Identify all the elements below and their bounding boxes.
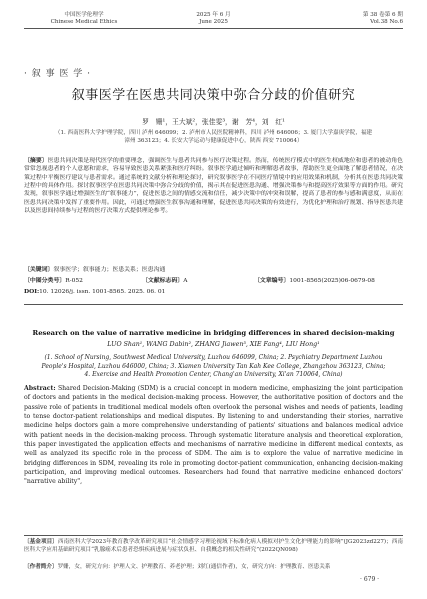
clc-value: R-052: [65, 278, 83, 284]
affiliation-line: (1. School of Nursing, Southwest Medical University, Luzhou 646099, China; 2. Psychiatry Department Luzhou: [44, 354, 383, 361]
abstract-en-text: Shared Decision-Making (SDM) is a crucial concept in modern medicine, emphasizing the joint participation of doctors and patients in the medical decision-making process. However, the authoritative position of doctors and the passive role of patients in traditional medical models often overlook the personal wishes and needs of patients, leading to tense doctor-patient relationships and medical disputes. By listening to and understanding their stories, narrative medicine helps doctors gain a more comprehensive understanding of patients' situations and balances medical advice with patient needs in the decision-making process. Through systematic literature analysis and theoretical exploration, this paper investigated the application effects and mechanisms of narrative medicine in different medical contexts, as well as analyzed its specific role in the process of SDM. The aim is to explore the value of narrative medicine in bridging differences in SDM, revealing its role in promoting doctor-patient communication, enhancing decision-making participation, and improving medical outcomes. Researchers had found that narrative medicine enhanced doctors' "narrative ability",: [24, 385, 403, 486]
authors-cn: 罗 姗¹，王大斌²，张佳雯³，谢 芳⁴，刘 红¹: [142, 118, 285, 126]
doi-value: 10. 12026/j. issn. 1001-8565. 2025. 06. 01: [39, 289, 166, 295]
footnote-author-label: 〔作者简介〕: [24, 564, 58, 570]
section-tag: · 叙 事 医 学 ·: [24, 69, 92, 79]
authors-en: LUO Shan¹, WANG Dabin², ZHANG Jiawen³, XIE Fang⁴, LIU Hong¹: [107, 341, 320, 348]
footnote-author-text: 罗姗，女，研究方向：护理人文、护理教育、养老护理；刘红(通信作者)，女，研究方向：护理教育、医患关系: [57, 564, 331, 570]
article-title-cn: 叙事医学在医患共同决策中弥合分歧的价值研究: [71, 88, 356, 103]
article-no-value: 1001-8565(2025)06-0679-08: [289, 278, 375, 284]
abstract-en: [24, 384, 403, 487]
clc-label: 〔中图分类号〕: [24, 277, 66, 284]
keywords-row: [24, 266, 403, 274]
affiliation-line: People's Hospital, Luzhou 646000, China; 3. Xiamen University Tan Kah Kee College, Zhangzhou 363123, China;: [41, 362, 386, 370]
running-header-date: [160, 12, 267, 26]
footnote-rule: [24, 535, 403, 536]
doc-code-label: 〔文献标志码〕: [142, 277, 184, 284]
affiliations-cn: [34, 129, 393, 145]
doi-label: DOI:: [24, 288, 40, 295]
affiliation-line: 4. Exercise and Health Promotion Center, Chang'an University, Xi'an 710064, China): [84, 371, 343, 379]
journal-name-cn: 中国医学伦理学: [64, 12, 104, 18]
abstract-en-label: Abstract:: [24, 385, 56, 392]
volume-cn: 第 38 卷第 6 期: [362, 12, 403, 18]
footnote-fund-label: 〔基金项目〕: [24, 539, 58, 545]
issue-date-en: June 2025: [199, 19, 228, 25]
article-no-label: 〔文章编号〕: [254, 277, 290, 284]
running-header-journal: [24, 12, 144, 26]
abstract-rule: [24, 304, 403, 305]
journal-name-en: Chinese Medical Ethics: [50, 19, 118, 25]
header-rule: [24, 28, 403, 29]
keywords-label: 〔关键词〕: [24, 266, 54, 273]
affiliation-line: 漳州 363123；4. 长安大学运动与健康促进中心，陕西 西安 710064）: [124, 138, 303, 144]
page-number: · 679 ·: [360, 576, 380, 583]
running-header-volume: [303, 12, 403, 26]
article-title-en: Research on the value of narrative medicine in bridging differences in shared decision-making: [32, 329, 395, 337]
volume-en: Vol.38 No.6: [370, 19, 403, 25]
doc-code-value: A: [183, 278, 188, 284]
footnote-fund: [24, 538, 403, 554]
abstract-cn-text: 医患共同决策是现代医学的重要理念，强调医生与患者共同参与医疗决策过程。然而，传统医疗模式中的医生权威地位和患者的被动角色常常忽视患者的个人意愿和需求，容易导致医患关系紧张和医疗纠纷。叙事医学通过倾听和理解患者故事，帮助医生更全面地了解患者情况，在决策过程中平衡医疗建议与患者需求。通过系统的文献分析和理论探讨，研究叙事医学在不同医疗情境中的应用效果和机制，分析其在医患共同决策过程中的具体作用。探讨叙事医学在医患共同决策中弥合分歧的价值，揭示其在促进医患沟通、增强决策参与和提高医疗效果等方面的作用。研究发现，叙事医学通过增强医生的“叙事能力”，促进医患之间的情感交流和信任，减少决策中的冲突和误解，提高了患者的参与感和满意度，从而在医患共同决策中发挥了重要作用。因此，可通过增强医生叙事沟通和理解，促进医患共同决策的有效进行，为优化护理和治疗规划、指导医患共建以及医患间持续参与过程的医疗决策方式提供理论参考。: [24, 158, 404, 215]
abstract-cn-label: 〔摘要〕: [24, 157, 48, 164]
issue-date-cn: 2025 年 6 月: [196, 12, 231, 18]
footnote-author: [24, 563, 403, 571]
abstract-cn: [24, 157, 403, 215]
keywords-text: 叙事医学；叙事能力；医患关系；医患沟通: [53, 267, 166, 273]
footnote-fund-text: 西南医科大学2023年教育教学改革研究项目“社会情感学习理论视域下标准化病人模拟对护生文化护理能力的影响”(JG2023zd227)；西南医科大学应用基础研究项目“乳腺癌术后患者恐惧疾病进展与症状负担、自我概念的相关性研究”(2022QN098): [24, 539, 403, 553]
affiliations-en: [24, 354, 403, 380]
affiliation-line: （1. 西南医科大学护理学院，四川 泸州 646099；2. 泸州市人民医院精神科，四川 泸州 646006；3. 厦门大学嘉庚学院，福建: [54, 130, 373, 136]
doi-row: [24, 288, 403, 296]
classification-row: [24, 277, 403, 285]
